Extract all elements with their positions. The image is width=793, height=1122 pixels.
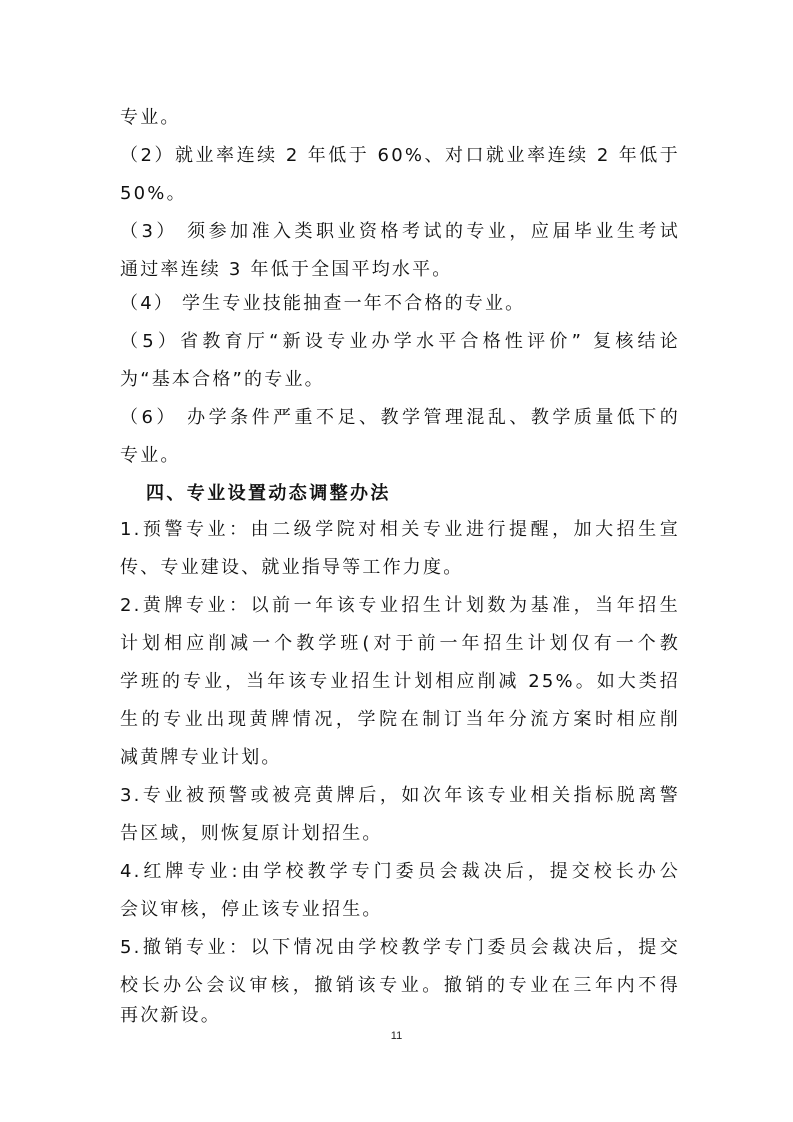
text-line-9: （6） 办学条件严重不足、教学管理混乱、教学质量低下的 bbox=[120, 407, 680, 428]
text-line-3: 50%。 bbox=[120, 183, 187, 204]
text-line-16: 学班的专业，当年该专业招生计划相应削减 25%。如大类招 bbox=[120, 671, 680, 692]
text-line-14: 2.黄牌专业：以前一年该专业招生计划数为基准，当年招生 bbox=[120, 595, 680, 616]
section-heading: 四、专业设置动态调整办法 bbox=[146, 483, 391, 504]
text-line-1: 专业。 bbox=[120, 107, 181, 128]
text-line-19: 3.专业被预警或被亮黄牌后，如次年该专业相关指标脱离警 bbox=[120, 785, 680, 806]
text-line-6: （4） 学生专业技能抽查一年不合格的专业。 bbox=[120, 293, 526, 314]
text-line-22: 会议审核，停止该专业招生。 bbox=[120, 899, 383, 920]
text-line-23: 5.撤销专业：以下情况由学校教学专门委员会裁决后，提交 bbox=[120, 937, 680, 958]
text-line-12: 1.预警专业：由二级学院对相关专业进行提醒，加大招生宣 bbox=[120, 519, 680, 540]
text-line-4: （3） 须参加准入类职业资格考试的专业，应届毕业生考试 bbox=[120, 221, 680, 242]
text-line-5: 通过率连续 3 年低于全国平均水平。 bbox=[120, 259, 453, 280]
text-line-7: （5）省教育厅“新设专业办学水平合格性评价” 复核结论 bbox=[120, 331, 680, 352]
text-line-17: 生的专业出现黄牌情况，学院在制订当年分流方案时相应削 bbox=[120, 709, 680, 730]
page-number: 11 bbox=[390, 1030, 403, 1042]
text-line-18: 减黄牌专业计划。 bbox=[120, 747, 282, 768]
text-line-8: 为“基本合格”的专业。 bbox=[120, 369, 325, 390]
text-line-25: 再次新设。 bbox=[120, 1005, 221, 1026]
text-line-20: 告区域，则恢复原计划招生。 bbox=[120, 823, 383, 844]
text-line-21: 4.红牌专业:由学校教学专门委员会裁决后，提交校长办公 bbox=[120, 861, 680, 882]
text-line-2: （2）就业率连续 2 年低于 60%、对口就业率连续 2 年低于 bbox=[120, 145, 680, 166]
text-line-10: 专业。 bbox=[120, 445, 181, 466]
text-line-24: 校长办公会议审核，撤销该专业。撤销的专业在三年内不得 bbox=[120, 975, 680, 996]
text-line-15: 计划相应削减一个教学班(对于前一年招生计划仅有一个教 bbox=[120, 633, 680, 654]
text-line-13: 传、专业建设、就业指导等工作力度。 bbox=[120, 557, 464, 578]
